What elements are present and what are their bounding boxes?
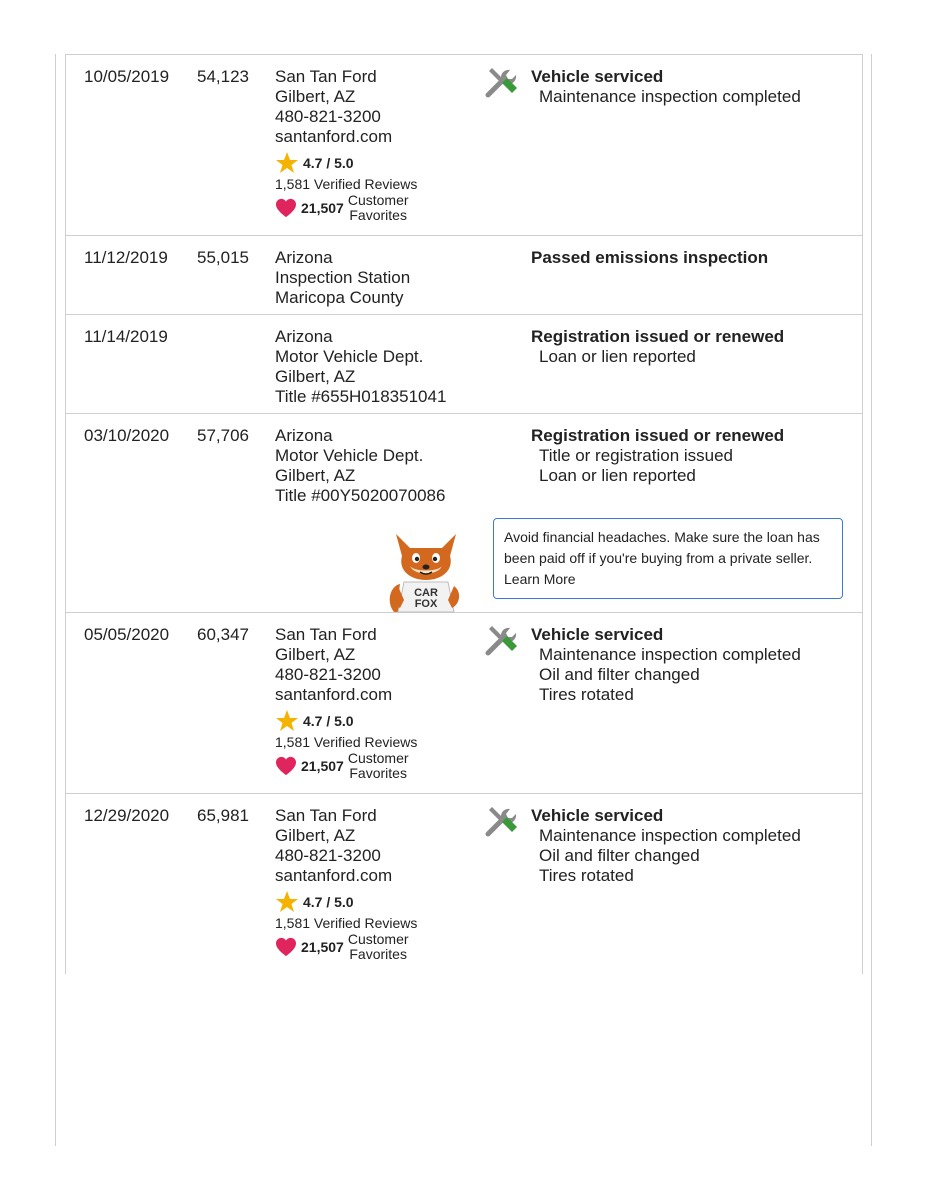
- record-title: Passed emissions inspection: [531, 248, 769, 267]
- favorites-count: 21,507: [301, 200, 344, 216]
- record-detail: Maintenance inspection completed: [539, 87, 801, 106]
- dealer-rating: [275, 891, 417, 913]
- verified-reviews-link[interactable]: 1,581 Verified Reviews: [275, 734, 418, 750]
- record-detail: Maintenance inspection completed: [539, 826, 801, 845]
- heart-icon: [275, 198, 297, 218]
- record-date: 10/05/2019: [84, 67, 170, 86]
- record-title: Vehicle serviced: [531, 806, 664, 825]
- source-name: Arizona: [275, 327, 333, 346]
- favorites-count: 21,507: [301, 758, 344, 774]
- record-title: Vehicle serviced: [531, 67, 664, 86]
- source-line: Gilbert, AZ: [275, 466, 356, 485]
- source-line: Maricopa County: [275, 288, 404, 307]
- record-detail: Tires rotated: [539, 866, 634, 885]
- record-date: 12/29/2020: [84, 806, 170, 825]
- source-website-link[interactable]: santanford.com: [275, 127, 393, 146]
- wrench-screwdriver-icon: [484, 65, 520, 101]
- record-detail: Tires rotated: [539, 685, 634, 704]
- history-row: [66, 414, 862, 613]
- record-odometer: 55,015: [197, 248, 249, 267]
- source-website-link[interactable]: santanford.com: [275, 866, 393, 885]
- dealer-rating: [275, 710, 417, 732]
- source-name: Arizona: [275, 248, 333, 267]
- record-odometer: 65,981: [197, 806, 249, 825]
- record-date: 11/14/2019: [84, 327, 168, 346]
- history-table: [65, 54, 863, 974]
- history-row: [66, 55, 862, 236]
- favorites-label: Customer Favorites: [347, 750, 409, 781]
- record-source: [275, 426, 445, 506]
- favorites-label: Customer Favorites: [347, 931, 409, 962]
- page-border-right: [871, 54, 872, 1146]
- source-line: Inspection Station: [275, 268, 411, 287]
- record-source: [275, 327, 446, 407]
- verified-reviews-link[interactable]: 1,581 Verified Reviews: [275, 915, 418, 931]
- customer-favorites: [275, 751, 417, 781]
- source-location: Gilbert, AZ: [275, 826, 356, 845]
- record-source: [275, 248, 410, 308]
- record-source: [275, 625, 417, 781]
- source-line: Gilbert, AZ: [275, 367, 356, 386]
- dealer-rating: [275, 152, 417, 174]
- record-title: Registration issued or renewed: [531, 426, 785, 445]
- source-location: Gilbert, AZ: [275, 645, 356, 664]
- page-border-left: [55, 54, 56, 1146]
- heart-icon: [275, 937, 297, 957]
- rating-value: 4.7 / 5.0: [303, 894, 354, 910]
- star-icon: [275, 151, 299, 175]
- record-detail: Loan or lien reported: [539, 347, 696, 366]
- favorites-label: Customer Favorites: [347, 192, 409, 223]
- history-row: [66, 236, 862, 315]
- record-odometer: 60,347: [197, 625, 249, 644]
- record-detail: Title or registration issued: [539, 446, 734, 465]
- record-detail: Maintenance inspection completed: [539, 645, 801, 664]
- star-icon: [275, 890, 299, 914]
- source-location: Gilbert, AZ: [275, 87, 356, 106]
- record-detail: Oil and filter changed: [539, 846, 700, 865]
- history-row: [66, 315, 862, 414]
- carfox-mascot-icon: [384, 522, 468, 614]
- rating-value: 4.7 / 5.0: [303, 155, 354, 171]
- star-icon: [275, 709, 299, 733]
- record-odometer: 54,123: [197, 67, 249, 86]
- loan-tip-callout[interactable]: [493, 518, 843, 599]
- record-detail: Loan or lien reported: [539, 466, 696, 485]
- source-name: San Tan Ford: [275, 625, 377, 644]
- wrench-screwdriver-icon: [484, 804, 520, 840]
- history-row: [66, 613, 862, 794]
- wrench-screwdriver-icon: [484, 623, 520, 659]
- source-phone[interactable]: 480-821-3200: [275, 846, 381, 865]
- source-phone[interactable]: 480-821-3200: [275, 665, 381, 684]
- mascot-shirt-text: FOX: [414, 598, 438, 610]
- source-website-link[interactable]: santanford.com: [275, 685, 393, 704]
- heart-icon: [275, 756, 297, 776]
- record-source: [275, 67, 417, 223]
- title-number: Title #00Y5020070086: [275, 486, 446, 505]
- source-line: Motor Vehicle Dept.: [275, 347, 424, 366]
- source-name: Arizona: [275, 426, 333, 445]
- record-title: Vehicle serviced: [531, 625, 664, 644]
- source-line: Motor Vehicle Dept.: [275, 446, 424, 465]
- rating-value: 4.7 / 5.0: [303, 713, 354, 729]
- record-comments: [531, 248, 768, 268]
- verified-reviews-link[interactable]: 1,581 Verified Reviews: [275, 176, 418, 192]
- record-detail: Oil and filter changed: [539, 665, 700, 684]
- favorites-count: 21,507: [301, 939, 344, 955]
- record-comments: [531, 806, 801, 886]
- title-number: Title #655H018351041: [275, 387, 447, 406]
- record-source: [275, 806, 417, 962]
- source-name: San Tan Ford: [275, 806, 377, 825]
- mascot-shirt-text: CAR: [414, 587, 438, 599]
- source-phone[interactable]: 480-821-3200: [275, 107, 381, 126]
- customer-favorites: [275, 193, 417, 223]
- record-comments: [531, 67, 801, 107]
- record-comments: [531, 426, 784, 486]
- customer-favorites: [275, 932, 417, 962]
- record-title: Registration issued or renewed: [531, 327, 785, 346]
- record-comments: [531, 327, 784, 367]
- record-date: 05/05/2020: [84, 625, 170, 644]
- record-comments: [531, 625, 801, 705]
- record-date: 03/10/2020: [84, 426, 170, 445]
- history-row: [66, 794, 862, 974]
- record-odometer: 57,706: [197, 426, 249, 445]
- tip-text: Avoid financial headaches. Make sure the loan has been paid off if you're buying from a private seller. Learn More: [504, 529, 820, 587]
- source-name: San Tan Ford: [275, 67, 377, 86]
- record-date: 11/12/2019: [84, 248, 168, 267]
